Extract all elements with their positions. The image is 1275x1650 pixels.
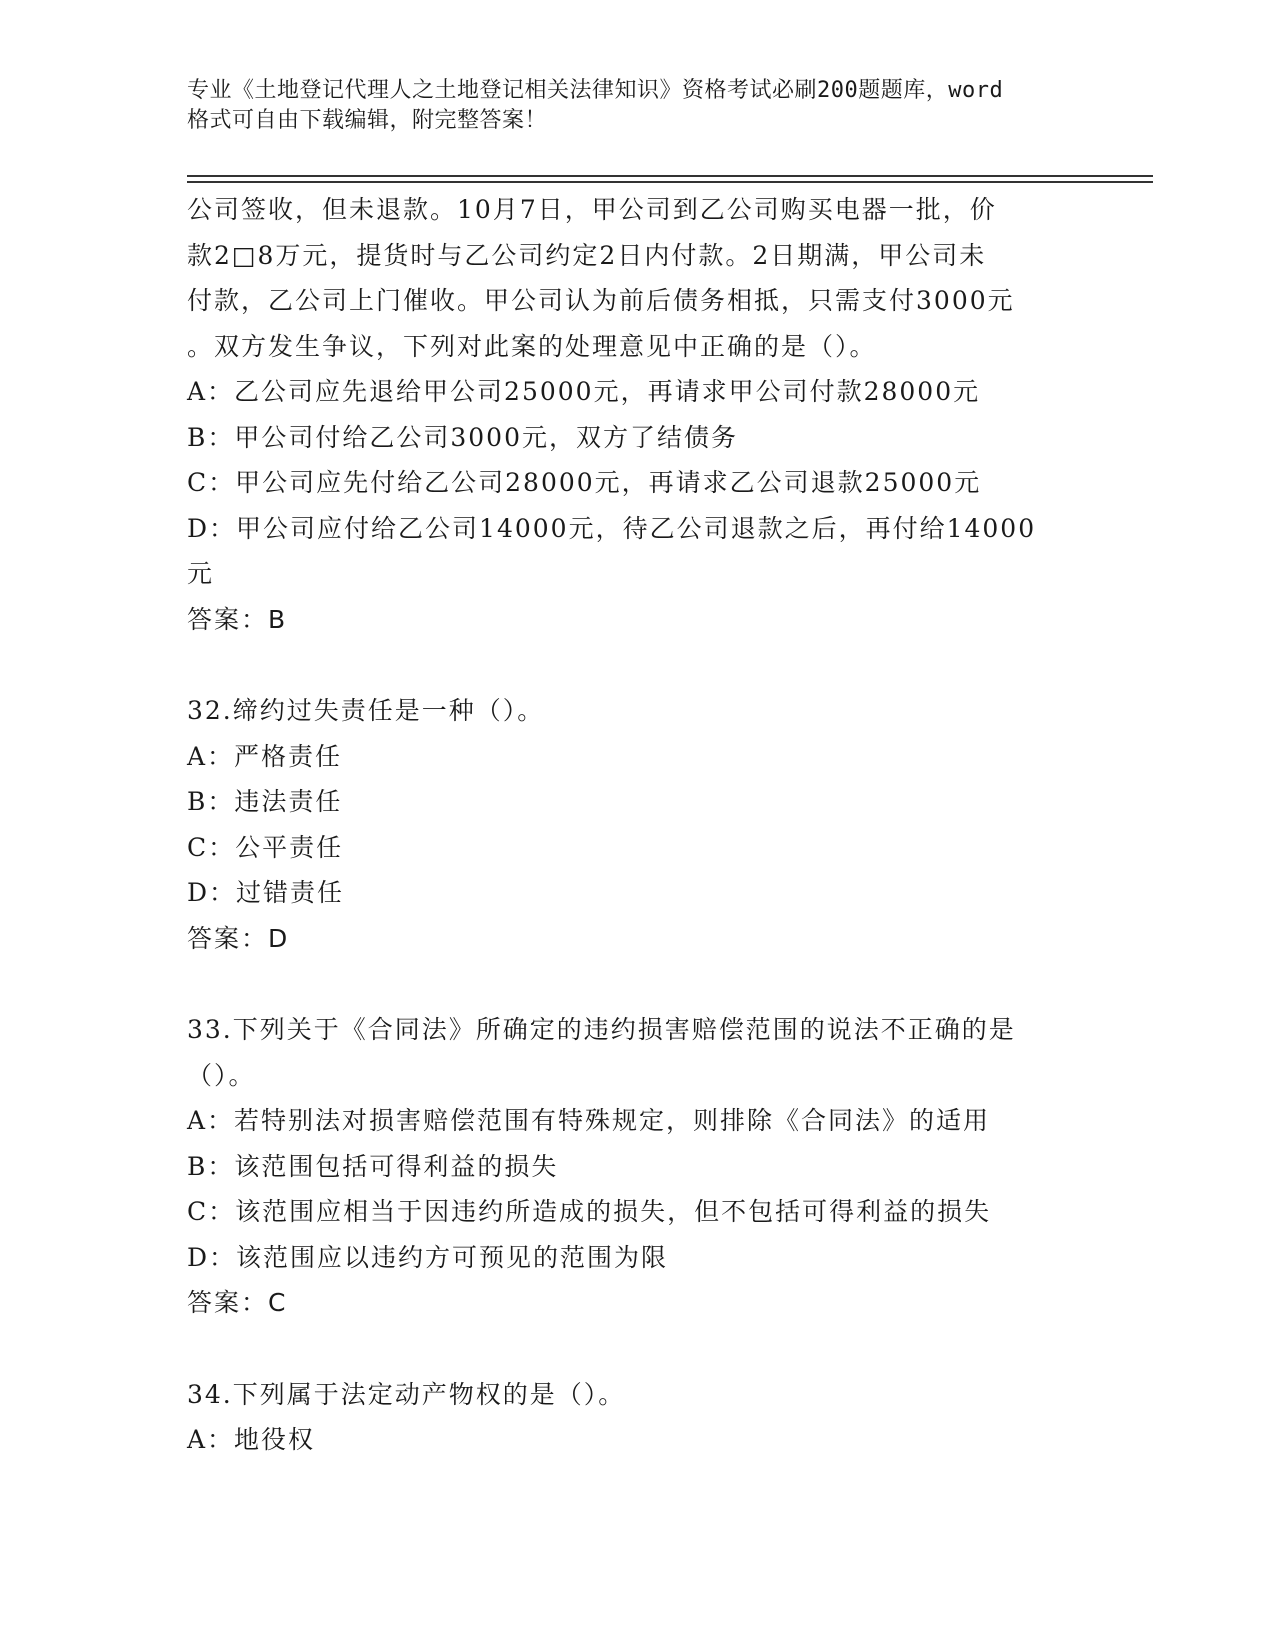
header-rule-bottom <box>187 181 1153 183</box>
question-stem: 32.缔约过失责任是一种（）。 <box>187 696 545 725</box>
question-stem-line: 。双方发生争议，下列对此案的处理意见中正确的是（）。 <box>187 331 877 361</box>
answer-line <box>187 916 1077 962</box>
option-c: C：该范围应相当于因违约所造成的损失，但不包括可得利益的损失 <box>187 1197 992 1226</box>
option-d: D：甲公司应付给乙公司14000元，待乙公司退款之后，再付给14000 <box>187 513 1037 543</box>
question-stem-line: 33.下列关于《合同法》所确定的违约损害赔偿范围的说法不正确的是 <box>187 1015 1016 1044</box>
question-stem-line: 公司签收，但未退款。10月7日，甲公司到乙公司购买电器一批，价 <box>187 195 997 224</box>
option-c: C：公平责任 <box>187 832 344 862</box>
option-d: D：过错责任 <box>187 878 345 907</box>
option-c: C：甲公司应先付给乙公司28000元，再请求乙公司退款25000元 <box>187 468 982 497</box>
spacer <box>187 1326 1077 1372</box>
document-header <box>187 76 1087 136</box>
option-d-continued: 元 <box>187 559 215 588</box>
option-b: B：甲公司付给乙公司3000元，双方了结债务 <box>187 422 738 452</box>
option-a: A：地役权 <box>187 1425 316 1454</box>
answer-value: C <box>268 1288 286 1317</box>
question-stem-line: 款2□8万元，提货时与乙公司约定2日内付款。2日期满，甲公司未 <box>187 240 987 270</box>
option-d: D：该范围应以违约方可预见的范围为限 <box>187 1242 669 1272</box>
question-32 <box>187 688 1077 961</box>
option-b: B：违法责任 <box>187 787 343 816</box>
question-stem-line: 付款，乙公司上门催收。甲公司认为前后债务相抵，只需支付3000元 <box>187 286 1015 315</box>
header-line-1: 专业《土地登记代理人之土地登记相关法律知识》资格考试必刷200题题库，word <box>187 78 1004 103</box>
question-34 <box>187 1372 1077 1463</box>
question-stem: 34.下列属于法定动产物权的是（）。 <box>187 1379 626 1409</box>
answer-line <box>187 597 1077 643</box>
question-stem-line: （）。 <box>187 1060 256 1090</box>
answer-value: D <box>268 923 288 953</box>
answer-line <box>187 1280 1077 1326</box>
option-a: A：若特别法对损害赔偿范围有特殊规定，则排除《合同法》的适用 <box>187 1106 991 1135</box>
question-31 <box>187 187 1077 642</box>
answer-label: 答案： <box>187 923 269 953</box>
header-rule-top <box>187 175 1153 177</box>
document-body <box>187 187 1077 1463</box>
spacer <box>187 642 1077 688</box>
header-line-2: 格式可自由下载编辑，附完整答案！ <box>187 108 548 133</box>
option-a: A：乙公司应先退给甲公司25000元，再请求甲公司付款28000元 <box>187 377 981 406</box>
answer-value: B <box>268 604 286 634</box>
spacer <box>187 961 1077 1007</box>
option-b: B：该范围包括可得利益的损失 <box>187 1151 559 1181</box>
answer-label: 答案： <box>187 1288 269 1317</box>
question-33 <box>187 1007 1077 1326</box>
answer-label: 答案： <box>187 604 269 634</box>
option-a: A：严格责任 <box>187 741 343 771</box>
